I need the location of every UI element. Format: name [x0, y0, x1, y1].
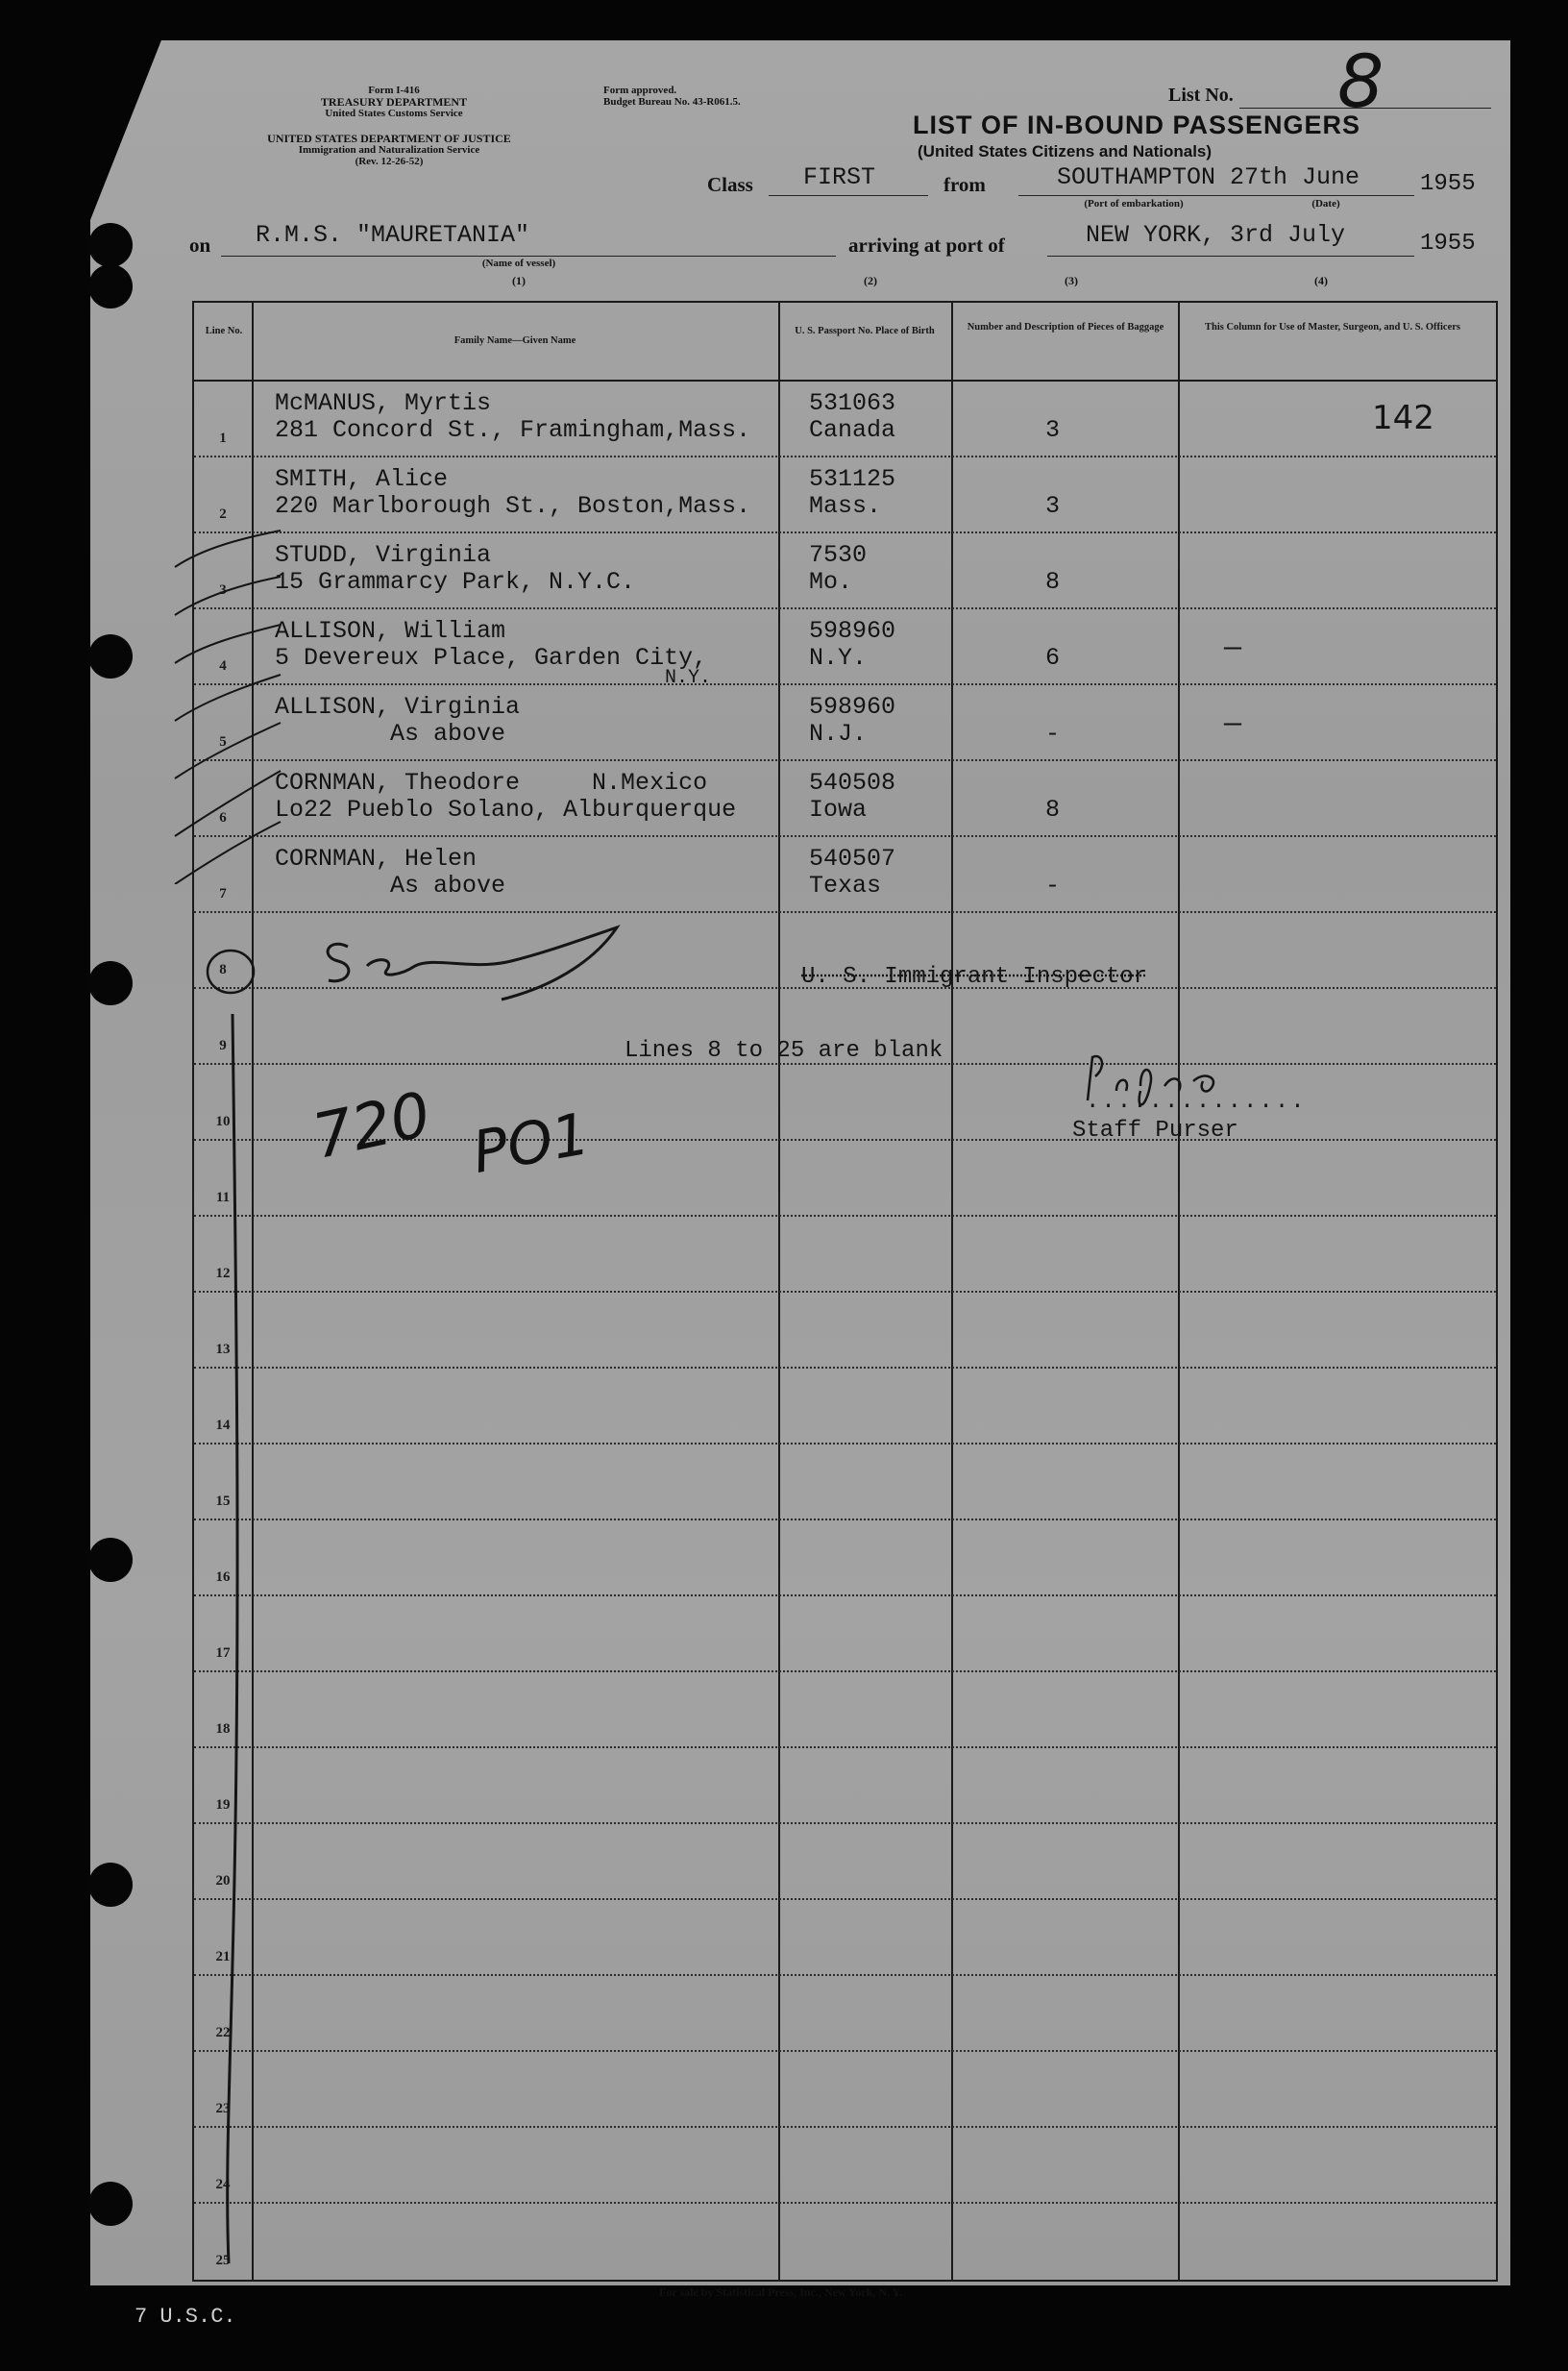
header-baggage: Number and Description of Pieces of Baggage — [967, 322, 1164, 333]
line-number: 23 — [215, 2101, 231, 2116]
baggage-count: 8 — [1045, 568, 1061, 596]
birthplace: N.J. — [809, 720, 868, 748]
footer-code: 7 U.S.C. — [135, 2305, 236, 2329]
line-number: 17 — [215, 1645, 231, 1661]
passport-number: 531125 — [809, 465, 896, 493]
year-departure: 1955 — [1420, 171, 1476, 197]
tick-marks — [165, 471, 290, 884]
passenger-name: CORNMAN, Theodore N.Mexico — [275, 769, 708, 797]
binder-hole — [88, 961, 133, 1005]
class-value: FIRST — [803, 163, 876, 191]
passenger-name: CORNMAN, Helen — [275, 845, 478, 873]
passenger-address: 281 Concord St., Framingham,Mass. — [275, 416, 751, 444]
line-number: 5 — [219, 734, 227, 750]
line-number: 15 — [215, 1494, 231, 1509]
line-number: 2 — [219, 506, 227, 522]
col-caption-3: (3) — [1065, 274, 1078, 287]
ins-service: Immigration and Naturalization Service — [298, 144, 480, 156]
handwritten-po1: PO1 — [467, 1099, 595, 1188]
passport-number: 540508 — [809, 769, 896, 797]
birthplace: Texas — [809, 872, 882, 900]
line-number: 16 — [215, 1569, 231, 1585]
passenger-name: SMITH, Alice — [275, 465, 449, 493]
passport-number: 540507 — [809, 845, 896, 873]
from-label: from — [943, 173, 986, 196]
passenger-name: ALLISON, Virginia — [275, 693, 521, 721]
from-underline — [1018, 195, 1414, 196]
header-rule — [194, 380, 1496, 382]
baggage-count: - — [1045, 720, 1061, 748]
header-officers: This Column for Use of Master, Surgeon, and U. S. Officers — [1204, 322, 1460, 333]
passenger-address: 15 Grammarcy Park, N.Y.C. — [275, 568, 636, 596]
birthplace: N.Y. — [809, 644, 868, 672]
row-rule — [194, 531, 1496, 533]
row-rule — [194, 1443, 1496, 1445]
form-number: Form I-416 — [368, 85, 420, 96]
inspector-signature — [309, 918, 674, 1004]
line-number: 4 — [219, 658, 227, 674]
row-rule — [194, 2202, 1496, 2204]
row-rule — [194, 835, 1496, 837]
margin-bracket-stroke — [211, 1014, 259, 2263]
line-number: 21 — [215, 1949, 231, 1964]
line-number: 10 — [215, 1114, 231, 1129]
line-number: 24 — [215, 2177, 231, 2192]
passport-number: 598960 — [809, 693, 896, 721]
vessel-caption: (Name of vessel) — [481, 258, 556, 269]
arrival-underline — [1047, 256, 1414, 257]
row-rule — [194, 456, 1496, 457]
row-rule — [194, 607, 1496, 609]
passport-number: 531063 — [809, 389, 896, 417]
officer-note: — — [1224, 632, 1242, 665]
year-arrival: 1955 — [1420, 231, 1476, 257]
row-rule — [194, 1670, 1496, 1672]
form-subtitle: (United States Citizens and Nationals) — [918, 142, 1213, 161]
baggage-count: 3 — [1045, 416, 1061, 444]
on-label: on — [189, 234, 211, 257]
row-rule — [194, 759, 1496, 761]
baggage-count: 3 — [1045, 492, 1061, 520]
binder-hole — [88, 264, 133, 309]
arrival-value: NEW YORK, 3rd July — [1086, 221, 1346, 249]
officer-note: — — [1224, 708, 1242, 741]
class-label: Class — [707, 173, 753, 196]
officer-note: 142 — [1372, 399, 1434, 437]
arriving-label: arriving at port of — [848, 234, 1005, 257]
row-rule — [194, 1594, 1496, 1596]
class-underline — [769, 195, 928, 196]
row-rule — [194, 1746, 1496, 1748]
date-caption: (Date) — [1311, 198, 1340, 210]
birthplace: Mo. — [809, 568, 853, 596]
line-8-circle-mark — [204, 945, 261, 999]
row-rule — [194, 1974, 1496, 1976]
binder-hole — [88, 223, 133, 267]
line-number: 12 — [215, 1266, 231, 1281]
passenger-address: As above — [275, 872, 506, 900]
passenger-address: As above — [275, 720, 506, 748]
line-number: 1 — [219, 431, 227, 446]
row-rule — [194, 2126, 1496, 2128]
binder-hole — [88, 634, 133, 679]
birthplace: Iowa — [809, 796, 868, 824]
line-number: 7 — [219, 886, 227, 901]
header-name: Family Name—Given Name — [453, 335, 576, 346]
list-number-label: List No. — [1168, 85, 1234, 106]
birthplace: Mass. — [809, 492, 882, 520]
line-number: 6 — [219, 810, 227, 826]
line-number: 25 — [215, 2253, 231, 2268]
line-number: 18 — [215, 1721, 231, 1737]
line-number: 20 — [215, 1873, 231, 1889]
col-caption-1: (1) — [512, 274, 526, 287]
passenger-address: 220 Marlborough St., Boston,Mass. — [275, 492, 751, 520]
baggage-count: 6 — [1045, 644, 1061, 672]
row-rule — [194, 683, 1496, 685]
line-number: 19 — [215, 1797, 231, 1813]
line-number: 22 — [215, 2025, 231, 2040]
passport-number: 598960 — [809, 617, 896, 645]
purser-signature — [1059, 1043, 1251, 1120]
binder-hole — [88, 2182, 133, 2226]
form-approved: Form approved. — [603, 85, 677, 96]
budget-bureau: Budget Bureau No. 43-R061.5. — [603, 96, 741, 108]
purser-dots: .............. — [1086, 1089, 1307, 1115]
row-rule — [194, 1822, 1496, 1824]
row-rule — [194, 2050, 1496, 2052]
passenger-address: Lo22 Pueblo Solano, Alburquerque — [275, 796, 737, 824]
row-rule — [194, 1898, 1496, 1900]
inspector-label: U. S. Immigrant Inspector — [801, 964, 1148, 990]
row-rule — [194, 1367, 1496, 1369]
passenger-table — [192, 301, 1498, 2282]
binder-hole — [88, 1538, 133, 1582]
purser-label: Staff Purser — [1072, 1118, 1238, 1144]
list-number-value: 8 — [1337, 38, 1384, 124]
from-value: SOUTHAMPTON 27th June — [1057, 163, 1360, 191]
header-line-no: Line No. — [205, 326, 243, 336]
passenger-name: ALLISON, William — [275, 617, 506, 645]
row-rule — [194, 911, 1496, 913]
baggage-count: - — [1045, 872, 1061, 900]
line-number: 14 — [215, 1418, 231, 1433]
justice-department: UNITED STATES DEPARTMENT OF JUSTICE — [267, 132, 511, 145]
vessel-underline — [221, 256, 836, 257]
row-rule — [194, 1215, 1496, 1217]
passenger-address: 5 Devereux Place, Garden City, — [275, 644, 708, 672]
baggage-count: 8 — [1045, 796, 1061, 824]
binder-hole — [88, 1863, 133, 1907]
printer-credit: For sale by Statistical Press, Inc., New York, N. Y. — [659, 2285, 903, 2299]
form-title: LIST OF IN-BOUND PASSENGERS — [913, 111, 1361, 139]
handwritten-seven-twenty: 720 — [306, 1079, 437, 1173]
line-number: 9 — [219, 1038, 227, 1053]
port-embarkation-caption: (Port of embarkation) — [1084, 198, 1184, 210]
line-number: 8 — [219, 962, 227, 977]
birthplace: Canada — [809, 416, 896, 444]
customs-service: United States Customs Service — [325, 108, 463, 119]
header-passport: U. S. Passport No. Place of Birth — [795, 326, 935, 336]
blank-lines-note: Lines 8 to 25 are blank — [625, 1038, 943, 1064]
col-caption-4: (4) — [1314, 274, 1328, 287]
line-number: 3 — [219, 582, 227, 598]
passenger-name: McMANUS, Myrtis — [275, 389, 492, 417]
row-rule — [194, 1291, 1496, 1293]
line-number: 11 — [215, 1190, 231, 1205]
col-caption-2: (2) — [864, 274, 877, 287]
row-rule — [194, 1519, 1496, 1520]
vessel-value: R.M.S. "MAURETANIA" — [256, 221, 530, 249]
treasury-department: TREASURY DEPARTMENT — [320, 95, 468, 109]
line-number: 13 — [215, 1342, 231, 1357]
passenger-address-cont: N.Y. — [665, 667, 712, 689]
revision: (Rev. 12-26-52) — [355, 156, 424, 167]
passport-number: 7530 — [809, 541, 868, 569]
passenger-name: STUDD, Virginia — [275, 541, 492, 569]
